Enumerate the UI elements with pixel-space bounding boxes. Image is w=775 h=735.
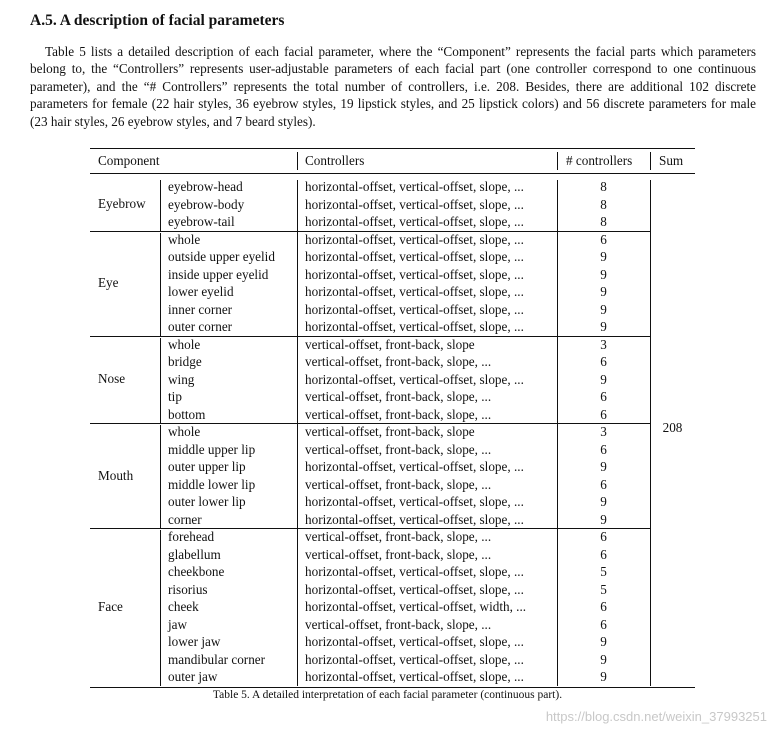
count-cell: 6 xyxy=(600,599,607,614)
count-cell: 9 xyxy=(600,669,607,684)
subpart-cell: whole xyxy=(168,336,201,352)
count-cell: 9 xyxy=(600,249,607,264)
controllers-cell: horizontal-offset, vertical-offset, slope, ... xyxy=(305,249,524,264)
controllers-cell: vertical-offset, front-back, slope xyxy=(305,336,475,352)
sum-cell: 208 xyxy=(662,419,683,435)
subpart-cell: middle upper lip xyxy=(168,441,256,457)
controllers-cell: horizontal-offset, vertical-offset, slope, ... xyxy=(305,511,524,527)
count-cell: 5 xyxy=(600,564,607,579)
count-cell: 6 xyxy=(600,441,607,457)
header-rule xyxy=(90,173,695,174)
controllers-cell: horizontal-offset, vertical-offset, slope, ... xyxy=(305,284,524,299)
section-title: A.5. A description of facial parameters xyxy=(30,12,285,29)
subpart-cell: outside upper eyelid xyxy=(168,249,275,264)
controllers-cell: horizontal-offset, vertical-offset, slope, ... xyxy=(305,669,524,684)
count-cell: 9 xyxy=(600,634,607,649)
controllers-cell: horizontal-offset, vertical-offset, slope, ... xyxy=(305,651,524,667)
table-caption: Table 5. A detailed interpretation of each facial parameter (continuous part). xyxy=(212,689,563,701)
column-divider xyxy=(557,180,558,686)
subpart-cell: wing xyxy=(168,371,195,387)
column-divider xyxy=(160,338,161,424)
count-cell: 8 xyxy=(600,179,607,194)
header-sum: Sum xyxy=(659,153,684,168)
header-column-divider xyxy=(557,152,558,170)
component-label: Eyebrow xyxy=(98,196,146,212)
count-cell: 9 xyxy=(600,319,607,334)
count-cell: 9 xyxy=(600,301,607,317)
subpart-cell: whole xyxy=(168,231,201,247)
count-cell: 3 xyxy=(600,424,607,439)
column-divider xyxy=(160,233,161,336)
controllers-cell: horizontal-offset, vertical-offset, slope, ... xyxy=(305,319,524,334)
count-cell: 6 xyxy=(600,529,607,544)
subpart-cell: middle lower lip xyxy=(168,476,256,492)
subpart-cell: eyebrow-body xyxy=(168,196,245,212)
controllers-cell: horizontal-offset, vertical-offset, slope, ... xyxy=(305,266,524,282)
count-cell: 5 xyxy=(600,581,607,597)
subpart-cell: lower eyelid xyxy=(168,284,234,299)
count-cell: 8 xyxy=(600,196,607,212)
component-label: Eye xyxy=(98,275,119,290)
subpart-cell: jaw xyxy=(168,616,188,632)
column-divider xyxy=(297,180,298,686)
count-cell: 3 xyxy=(600,336,607,352)
count-cell: 6 xyxy=(600,476,607,492)
controllers-cell: horizontal-offset, vertical-offset, slope, ... xyxy=(305,179,524,194)
subpart-cell: lower jaw xyxy=(168,634,221,649)
controllers-cell: horizontal-offset, vertical-offset, slope, ... xyxy=(305,564,524,579)
component-label: Face xyxy=(98,598,123,614)
subpart-cell: outer corner xyxy=(168,319,233,334)
count-cell: 9 xyxy=(600,459,607,474)
subpart-cell: cheekbone xyxy=(168,564,225,579)
subpart-cell: risorius xyxy=(168,581,208,597)
count-cell: 6 xyxy=(600,546,607,562)
component-label: Mouth xyxy=(98,467,134,483)
subpart-cell: whole xyxy=(168,424,201,439)
subpart-cell: bridge xyxy=(168,354,202,369)
subpart-cell: outer lower lip xyxy=(168,494,246,509)
column-divider xyxy=(160,180,161,231)
header-count: # controllers xyxy=(566,153,633,168)
controllers-cell: vertical-offset, front-back, slope, ... xyxy=(305,529,492,544)
controllers-cell: vertical-offset, front-back, slope, ... xyxy=(305,546,492,562)
controllers-cell: horizontal-offset, vertical-offset, slope, ... xyxy=(305,196,524,212)
controllers-cell: vertical-offset, front-back, slope xyxy=(305,424,475,439)
subpart-cell: forehead xyxy=(168,529,215,544)
count-cell: 9 xyxy=(600,266,607,282)
subpart-cell: outer jaw xyxy=(168,669,218,684)
controllers-cell: horizontal-offset, vertical-offset, slope, ... xyxy=(305,301,524,317)
controllers-cell: vertical-offset, front-back, slope, ... xyxy=(305,406,492,422)
count-cell: 9 xyxy=(600,494,607,509)
subpart-cell: glabellum xyxy=(168,546,221,562)
controllers-cell: horizontal-offset, vertical-offset, width, ... xyxy=(305,599,527,614)
controllers-cell: horizontal-offset, vertical-offset, slope, ... xyxy=(305,231,524,247)
table-top-rule xyxy=(90,148,695,149)
count-cell: 8 xyxy=(600,214,607,229)
controllers-cell: horizontal-offset, vertical-offset, slope, ... xyxy=(305,371,524,387)
header-column-divider xyxy=(297,152,298,170)
header-controllers: Controllers xyxy=(305,153,365,168)
controllers-cell: horizontal-offset, vertical-offset, slope, ... xyxy=(305,459,524,474)
controllers-cell: horizontal-offset, vertical-offset, slope, ... xyxy=(305,634,524,649)
controllers-cell: vertical-offset, front-back, slope, ... xyxy=(305,389,492,404)
controllers-cell: horizontal-offset, vertical-offset, slope, ... xyxy=(305,214,524,229)
table-bottom-rule xyxy=(90,687,695,688)
subpart-cell: tip xyxy=(168,389,182,404)
subpart-cell: cheek xyxy=(168,599,199,614)
controllers-cell: vertical-offset, front-back, slope, ... xyxy=(305,616,492,632)
count-cell: 9 xyxy=(600,284,607,299)
header-component: Component xyxy=(98,153,160,168)
count-cell: 6 xyxy=(600,406,607,422)
controllers-cell: vertical-offset, front-back, slope, ... xyxy=(305,476,492,492)
watermark: https://blog.csdn.net/weixin_37993251 xyxy=(545,709,767,724)
subpart-cell: inner corner xyxy=(168,301,233,317)
count-cell: 9 xyxy=(600,511,607,527)
count-cell: 9 xyxy=(600,651,607,667)
component-label: Nose xyxy=(98,371,126,387)
subpart-cell: mandibular corner xyxy=(168,651,266,667)
count-cell: 6 xyxy=(600,389,607,404)
count-cell: 9 xyxy=(600,371,607,387)
controllers-cell: vertical-offset, front-back, slope, ... xyxy=(305,354,492,369)
column-divider xyxy=(160,425,161,528)
body-paragraph: Table 5 lists a detailed description of each facial parameter, where the “Component” represents the facial parts which parameters belong to, the “Controllers” represents user-adjustable parameters of each facial part (one controller correspond to one continuous parameter), and the “# Controllers” represents the total number of controllers, i.e. 208. Besides, there are additional 102 discrete parameters for female (22 hair styles, 36 eyebrow styles, 19 lipstick styles, and 25 lipstick colors) and 56 discrete parameters for male (23 hair styles, 26 eyebrow styles, and 7 beard styles). xyxy=(30,44,756,129)
subpart-cell: eyebrow-tail xyxy=(168,214,235,229)
subpart-cell: bottom xyxy=(168,406,206,422)
count-cell: 6 xyxy=(600,616,607,632)
subpart-cell: inside upper eyelid xyxy=(168,266,269,282)
subpart-cell: outer upper lip xyxy=(168,459,246,474)
controllers-cell: horizontal-offset, vertical-offset, slope, ... xyxy=(305,494,524,509)
count-cell: 6 xyxy=(600,231,607,247)
column-divider xyxy=(160,530,161,686)
header-column-divider xyxy=(650,152,651,170)
count-cell: 6 xyxy=(600,354,607,369)
subpart-cell: eyebrow-head xyxy=(168,179,243,194)
controllers-cell: horizontal-offset, vertical-offset, slope, ... xyxy=(305,581,524,597)
controllers-cell: vertical-offset, front-back, slope, ... xyxy=(305,441,492,457)
subpart-cell: corner xyxy=(168,511,202,527)
